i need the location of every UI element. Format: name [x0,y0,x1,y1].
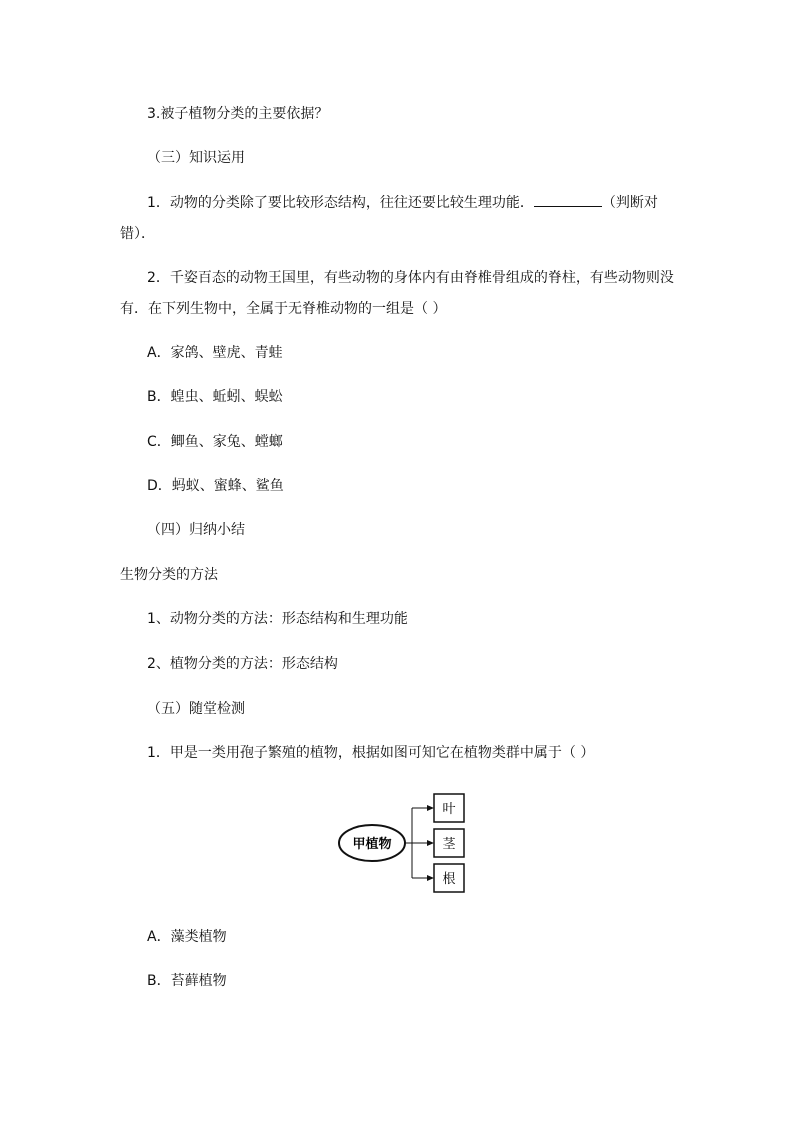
box-leaf-label: 叶 [442,802,456,817]
exercise-2-stem-line-2: 有．在下列生物中，全属于无脊椎动物的一组是（ ） [120,301,447,317]
exercise-1-text: 1．动物的分类除了要比较形态结构，往往还要比较生理功能． [147,195,534,211]
exercise-1 [147,192,658,213]
summary-title: 生物分类的方法 [120,567,218,583]
summary-item-1: 1、动物分类的方法：形态结构和生理功能 [147,611,408,627]
exercise-2-option-a: A．家鸽、壁虎、青蛙 [147,345,283,361]
exercise-2-stem-line-1: 2．千姿百态的动物王国里，有些动物的身体内有由脊椎骨组成的脊柱，有些动物则没 [147,270,674,286]
section-heading-summary: （四）归纳小结 [147,522,245,538]
quiz-1-option-a: A．藻类植物 [147,929,227,945]
question-3: 3.被子植物分类的主要依据？ [147,106,329,122]
quiz-1-option-b: B．苔藓植物 [147,973,227,989]
exercise-1-continuation: 错）． [120,226,155,242]
section-heading-quiz: （五）随堂检测 [147,701,245,717]
exercise-2-option-d: D．蚂蚁、蜜蜂、鲨鱼 [147,478,284,494]
arrow-root [427,875,434,881]
exercise-2-option-b: B．蝗虫、蚯蚓、蜈蚣 [147,389,283,405]
section-heading-knowledge-application: （三）知识运用 [147,150,245,166]
box-stem-label: 茎 [442,837,456,852]
answer-blank[interactable] [534,192,602,207]
exercise-1-suffix: （判断对 [601,195,658,211]
arrow-leaf [427,805,434,811]
arrow-stem [427,840,434,846]
plant-structure-diagram [0,780,794,920]
quiz-1-stem: 1．甲是一类用孢子繁殖的植物，根据如图可知它在植物类群中属于（ ） [147,745,595,761]
box-root-label: 根 [442,872,456,887]
center-node-label: 甲植物 [352,837,392,852]
exercise-2-option-c: C．鲫鱼、家兔、螳螂 [147,434,283,450]
summary-item-2: 2、植物分类的方法：形态结构 [147,656,338,672]
